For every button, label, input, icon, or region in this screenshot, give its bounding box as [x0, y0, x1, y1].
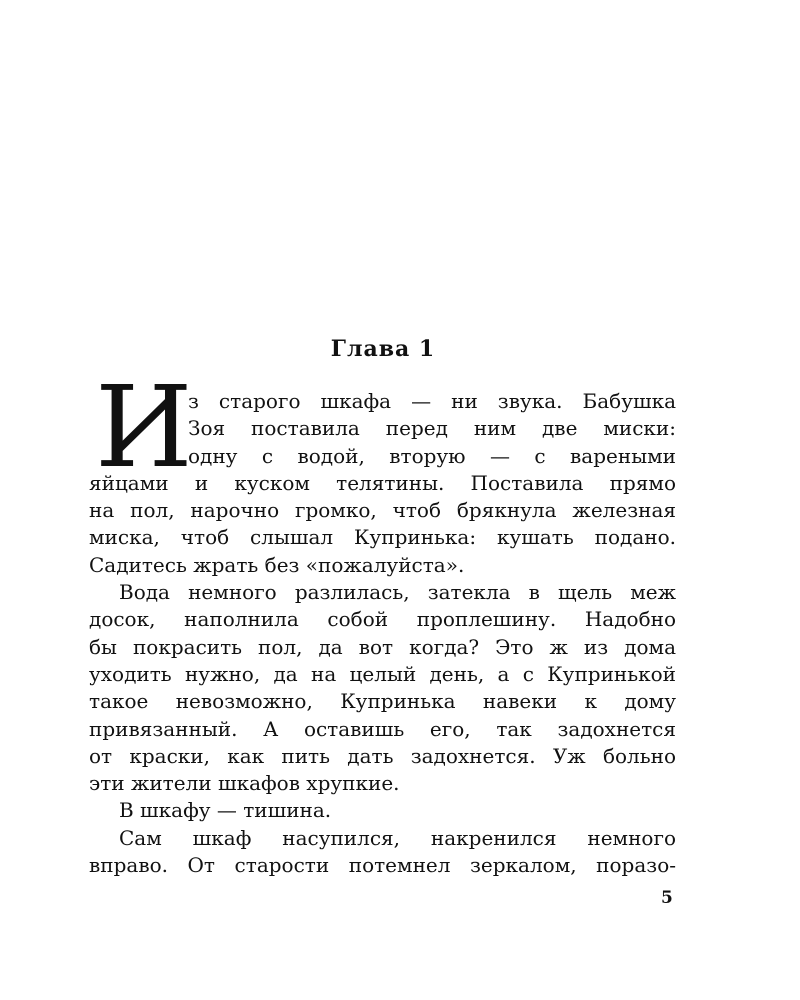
text-line: яйцами и куском телятины. Поставила прямо — [89, 470, 676, 495]
text-line: Садитесь жрать без «пожалуйста». — [89, 552, 465, 577]
text-line: уходить нужно, да на целый день, а с Купринькой — [89, 661, 676, 686]
text-line: привязанный. А оставишь его, так задохнется — [89, 716, 676, 741]
text-line: Зоя поставила перед ним две миски: — [188, 416, 676, 441]
text-line: Вода немного разлилась, затекла в щель меж — [119, 580, 676, 605]
text-line: В шкафу — тишина. — [119, 798, 332, 823]
text-line: бы покрасить пол, да вот когда? Это ж из дома — [89, 634, 676, 659]
text-line: вправо. От старости потемнел зеркалом, поразо- — [89, 853, 676, 878]
text-line: на пол, нарочно громко, чтоб брякнула железная — [89, 498, 676, 523]
text-line: з старого шкафа — ни звука. Бабушка — [188, 389, 676, 413]
drop-cap: И — [95, 363, 193, 493]
text-line: эти жители шкафов хрупкие. — [89, 771, 400, 796]
text-line: от краски, как пить дать задохнется. Уж больно — [89, 743, 676, 768]
text-line: миска, чтоб слышал Купринька: кушать подано. — [89, 525, 676, 550]
text-line: одну с водой, вторую — с вареными — [188, 443, 676, 468]
body-text — [89, 388, 676, 879]
text-line: Сам шкаф насупился, накренился немного — [119, 825, 676, 850]
chapter-title: Глава 1 — [330, 336, 436, 362]
text-line: такое невозможно, Купринька навеки к дому — [89, 689, 676, 714]
text-line: досок, наполнила собой проплешину. Надобно — [89, 607, 676, 632]
page-number: 5 — [661, 888, 673, 908]
